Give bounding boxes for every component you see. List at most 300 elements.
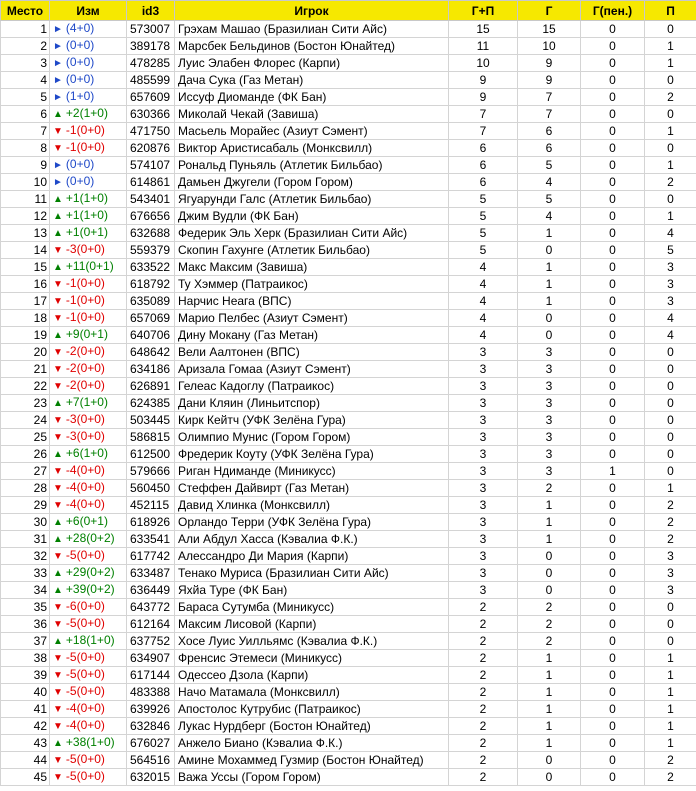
cell-assists[interactable]: 0 [645,633,696,650]
cell-goals[interactable]: 5 [518,157,581,174]
cell-place[interactable]: 4 [1,72,50,89]
cell-change[interactable] [50,55,127,72]
cell-goals-plus-assists[interactable]: 2 [449,701,518,718]
cell-change[interactable] [50,735,127,752]
cell-id[interactable]: 617144 [127,667,175,684]
cell-penalty-goals[interactable]: 0 [581,429,645,446]
cell-goals-plus-assists[interactable]: 6 [449,157,518,174]
cell-player[interactable]: Максим Лисовой (Карпи) [175,616,449,633]
cell-place[interactable]: 8 [1,140,50,157]
cell-player[interactable]: Али Абдул Хасса (Кэвалиа Ф.К.) [175,531,449,548]
cell-id[interactable]: 633541 [127,531,175,548]
cell-player[interactable]: Макс Максим (Завиша) [175,259,449,276]
cell-change[interactable] [50,684,127,701]
cell-id[interactable]: 543401 [127,191,175,208]
cell-change[interactable] [50,531,127,548]
cell-penalty-goals[interactable]: 0 [581,21,645,38]
cell-place[interactable]: 29 [1,497,50,514]
cell-player[interactable]: Ту Хэммер (Патраикос) [175,276,449,293]
cell-goals-plus-assists[interactable]: 9 [449,89,518,106]
cell-change[interactable] [50,191,127,208]
cell-goals[interactable]: 6 [518,140,581,157]
cell-goals-plus-assists[interactable]: 5 [449,225,518,242]
cell-player[interactable]: Стеффен Дайвирт (Газ Метан) [175,480,449,497]
cell-goals-plus-assists[interactable]: 2 [449,718,518,735]
cell-assists[interactable]: 0 [645,599,696,616]
cell-id[interactable]: 637752 [127,633,175,650]
cell-assists[interactable]: 1 [645,684,696,701]
cell-id[interactable]: 618792 [127,276,175,293]
cell-goals-plus-assists[interactable]: 4 [449,310,518,327]
cell-goals[interactable]: 1 [518,293,581,310]
cell-goals-plus-assists[interactable]: 3 [449,446,518,463]
cell-player[interactable]: Дани Кляин (Линьитспор) [175,395,449,412]
cell-penalty-goals[interactable]: 0 [581,72,645,89]
cell-change[interactable] [50,259,127,276]
header-goals-plus-assists[interactable]: Г+П [449,1,518,21]
cell-player[interactable]: Фредерик Коуту (УФК Зелёна Гура) [175,446,449,463]
cell-goals[interactable]: 6 [518,123,581,140]
cell-id[interactable]: 626891 [127,378,175,395]
cell-goals[interactable]: 1 [518,225,581,242]
cell-goals[interactable]: 1 [518,701,581,718]
cell-assists[interactable]: 1 [645,701,696,718]
cell-place[interactable]: 2 [1,38,50,55]
cell-penalty-goals[interactable]: 0 [581,191,645,208]
cell-assists[interactable]: 4 [645,225,696,242]
cell-penalty-goals[interactable]: 0 [581,616,645,633]
cell-player[interactable]: Дамьен Джугели (Гором Гором) [175,174,449,191]
cell-id[interactable]: 579666 [127,463,175,480]
cell-change[interactable] [50,123,127,140]
cell-goals-plus-assists[interactable]: 3 [449,429,518,446]
cell-change[interactable] [50,514,127,531]
cell-penalty-goals[interactable]: 0 [581,225,645,242]
cell-penalty-goals[interactable]: 0 [581,633,645,650]
cell-assists[interactable]: 3 [645,259,696,276]
cell-player[interactable]: Начо Матамала (Монксвилл) [175,684,449,701]
cell-place[interactable]: 38 [1,650,50,667]
cell-penalty-goals[interactable]: 0 [581,531,645,548]
cell-player[interactable]: Миколай Чекай (Завиша) [175,106,449,123]
cell-place[interactable]: 36 [1,616,50,633]
cell-place[interactable]: 44 [1,752,50,769]
header-penalty-goals[interactable]: Г(пен.) [581,1,645,21]
cell-change[interactable] [50,429,127,446]
cell-place[interactable]: 17 [1,293,50,310]
cell-assists[interactable]: 2 [645,769,696,786]
cell-penalty-goals[interactable]: 0 [581,650,645,667]
cell-place[interactable]: 21 [1,361,50,378]
cell-player[interactable]: Масьель Морайес (Азиут Сэмент) [175,123,449,140]
cell-id[interactable]: 632846 [127,718,175,735]
cell-change[interactable] [50,650,127,667]
cell-player[interactable]: Апостолос Кутрубис (Патраикос) [175,701,449,718]
cell-player[interactable]: Грэхам Машао (Бразилиан Сити Айс) [175,21,449,38]
cell-change[interactable] [50,497,127,514]
cell-assists[interactable]: 4 [645,310,696,327]
cell-goals-plus-assists[interactable]: 3 [449,531,518,548]
cell-id[interactable]: 657609 [127,89,175,106]
cell-penalty-goals[interactable]: 0 [581,361,645,378]
cell-goals[interactable]: 1 [518,259,581,276]
cell-change[interactable] [50,667,127,684]
cell-assists[interactable]: 0 [645,106,696,123]
cell-penalty-goals[interactable]: 0 [581,123,645,140]
cell-change[interactable] [50,616,127,633]
cell-id[interactable]: 636449 [127,582,175,599]
cell-goals-plus-assists[interactable]: 11 [449,38,518,55]
cell-id[interactable]: 503445 [127,412,175,429]
cell-assists[interactable]: 0 [645,616,696,633]
cell-change[interactable] [50,225,127,242]
cell-place[interactable]: 10 [1,174,50,191]
cell-change[interactable] [50,242,127,259]
cell-goals[interactable]: 15 [518,21,581,38]
cell-goals[interactable]: 3 [518,361,581,378]
cell-assists[interactable]: 1 [645,208,696,225]
cell-goals-plus-assists[interactable]: 4 [449,259,518,276]
cell-player[interactable]: Джим Вудли (ФК Бан) [175,208,449,225]
cell-penalty-goals[interactable]: 0 [581,395,645,412]
cell-goals[interactable]: 0 [518,769,581,786]
cell-goals-plus-assists[interactable]: 3 [449,548,518,565]
cell-goals-plus-assists[interactable]: 3 [449,378,518,395]
cell-player[interactable]: Тенако Муриса (Бразилиан Сити Айс) [175,565,449,582]
cell-assists[interactable]: 2 [645,497,696,514]
cell-id[interactable]: 452115 [127,497,175,514]
cell-player[interactable]: Френсис Этемеси (Миникусс) [175,650,449,667]
cell-penalty-goals[interactable]: 0 [581,701,645,718]
cell-place[interactable]: 9 [1,157,50,174]
cell-place[interactable]: 15 [1,259,50,276]
cell-place[interactable]: 14 [1,242,50,259]
cell-penalty-goals[interactable]: 0 [581,752,645,769]
cell-goals[interactable]: 0 [518,242,581,259]
cell-id[interactable]: 564516 [127,752,175,769]
cell-player[interactable]: Виктор Аристисабаль (Монксвилл) [175,140,449,157]
cell-penalty-goals[interactable]: 0 [581,310,645,327]
cell-place[interactable]: 40 [1,684,50,701]
cell-penalty-goals[interactable]: 0 [581,293,645,310]
cell-goals-plus-assists[interactable]: 3 [449,361,518,378]
cell-assists[interactable]: 0 [645,140,696,157]
cell-penalty-goals[interactable]: 0 [581,718,645,735]
cell-id[interactable]: 478285 [127,55,175,72]
cell-penalty-goals[interactable]: 0 [581,599,645,616]
cell-goals[interactable]: 3 [518,395,581,412]
cell-player[interactable]: Луис Элабен Флорес (Карпи) [175,55,449,72]
cell-place[interactable]: 24 [1,412,50,429]
cell-assists[interactable]: 5 [645,242,696,259]
cell-change[interactable] [50,140,127,157]
cell-change[interactable] [50,599,127,616]
cell-change[interactable] [50,276,127,293]
cell-assists[interactable]: 0 [645,361,696,378]
cell-assists[interactable]: 0 [645,344,696,361]
cell-id[interactable]: 389178 [127,38,175,55]
cell-change[interactable] [50,582,127,599]
cell-player[interactable]: Кирк Кейтч (УФК Зелёна Гура) [175,412,449,429]
cell-id[interactable]: 630366 [127,106,175,123]
cell-place[interactable]: 31 [1,531,50,548]
cell-player[interactable]: Ягуарунди Галс (Атлетик Бильбао) [175,191,449,208]
cell-place[interactable]: 1 [1,21,50,38]
cell-goals[interactable]: 0 [518,548,581,565]
cell-penalty-goals[interactable]: 0 [581,208,645,225]
cell-goals-plus-assists[interactable]: 3 [449,497,518,514]
cell-assists[interactable]: 2 [645,752,696,769]
cell-player[interactable]: Давид Хлинка (Монксвилл) [175,497,449,514]
cell-place[interactable]: 16 [1,276,50,293]
cell-assists[interactable]: 1 [645,667,696,684]
cell-player[interactable]: Скопин Гахунге (Атлетик Бильбао) [175,242,449,259]
cell-goals-plus-assists[interactable]: 3 [449,565,518,582]
cell-id[interactable]: 633522 [127,259,175,276]
cell-assists[interactable]: 1 [645,38,696,55]
cell-place[interactable]: 41 [1,701,50,718]
cell-goals-plus-assists[interactable]: 4 [449,327,518,344]
cell-goals[interactable]: 1 [518,718,581,735]
cell-player[interactable]: Бараса Сутумба (Миникусс) [175,599,449,616]
cell-player[interactable]: Нарчис Неага (ВПС) [175,293,449,310]
cell-goals[interactable]: 4 [518,208,581,225]
cell-goals[interactable]: 0 [518,752,581,769]
cell-place[interactable]: 12 [1,208,50,225]
cell-goals[interactable]: 4 [518,174,581,191]
cell-id[interactable]: 640706 [127,327,175,344]
cell-goals[interactable]: 0 [518,327,581,344]
cell-id[interactable]: 634907 [127,650,175,667]
header-change[interactable]: Изм [50,1,127,21]
cell-goals-plus-assists[interactable]: 3 [449,344,518,361]
cell-penalty-goals[interactable]: 0 [581,667,645,684]
cell-goals-plus-assists[interactable]: 2 [449,752,518,769]
cell-goals[interactable]: 9 [518,72,581,89]
cell-change[interactable] [50,89,127,106]
cell-assists[interactable]: 0 [645,463,696,480]
cell-penalty-goals[interactable]: 1 [581,463,645,480]
cell-id[interactable]: 632688 [127,225,175,242]
cell-goals-plus-assists[interactable]: 4 [449,293,518,310]
cell-change[interactable] [50,752,127,769]
cell-assists[interactable]: 4 [645,327,696,344]
cell-goals-plus-assists[interactable]: 15 [449,21,518,38]
cell-id[interactable]: 618926 [127,514,175,531]
cell-place[interactable]: 43 [1,735,50,752]
cell-player[interactable]: Риган Ндиманде (Миникусс) [175,463,449,480]
cell-goals-plus-assists[interactable]: 2 [449,735,518,752]
cell-goals-plus-assists[interactable]: 6 [449,174,518,191]
cell-penalty-goals[interactable]: 0 [581,378,645,395]
cell-penalty-goals[interactable]: 0 [581,565,645,582]
cell-player[interactable]: Аризала Гомаа (Азиут Сэмент) [175,361,449,378]
cell-goals-plus-assists[interactable]: 5 [449,242,518,259]
cell-player[interactable]: Марио Пелбес (Азиут Сэмент) [175,310,449,327]
cell-place[interactable]: 25 [1,429,50,446]
cell-assists[interactable]: 0 [645,446,696,463]
cell-assists[interactable]: 3 [645,276,696,293]
cell-change[interactable] [50,344,127,361]
cell-penalty-goals[interactable]: 0 [581,106,645,123]
cell-player[interactable]: Яхйа Туре (ФК Бан) [175,582,449,599]
cell-goals[interactable]: 2 [518,480,581,497]
cell-penalty-goals[interactable]: 0 [581,327,645,344]
cell-goals[interactable]: 2 [518,599,581,616]
cell-change[interactable] [50,208,127,225]
cell-id[interactable]: 633487 [127,565,175,582]
cell-goals-plus-assists[interactable]: 3 [449,395,518,412]
cell-player[interactable]: Дача Сука (Газ Метан) [175,72,449,89]
cell-change[interactable] [50,446,127,463]
cell-penalty-goals[interactable]: 0 [581,514,645,531]
cell-goals-plus-assists[interactable]: 3 [449,480,518,497]
cell-goals-plus-assists[interactable]: 2 [449,599,518,616]
cell-change[interactable] [50,718,127,735]
cell-assists[interactable]: 3 [645,293,696,310]
cell-goals[interactable]: 7 [518,106,581,123]
cell-player[interactable]: Важа Уссы (Гором Гором) [175,769,449,786]
cell-change[interactable] [50,701,127,718]
cell-assists[interactable]: 0 [645,429,696,446]
cell-id[interactable]: 639926 [127,701,175,718]
cell-goals-plus-assists[interactable]: 5 [449,191,518,208]
cell-goals[interactable]: 3 [518,446,581,463]
cell-goals[interactable]: 3 [518,344,581,361]
cell-goals[interactable]: 0 [518,565,581,582]
cell-place[interactable]: 39 [1,667,50,684]
cell-id[interactable]: 624385 [127,395,175,412]
cell-assists[interactable]: 1 [645,480,696,497]
cell-goals[interactable]: 1 [518,276,581,293]
cell-change[interactable] [50,395,127,412]
cell-goals[interactable]: 3 [518,463,581,480]
cell-place[interactable]: 34 [1,582,50,599]
cell-player[interactable]: Лукас Нурдберг (Бостон Юнайтед) [175,718,449,735]
cell-assists[interactable]: 2 [645,89,696,106]
cell-goals[interactable]: 5 [518,191,581,208]
cell-penalty-goals[interactable]: 0 [581,174,645,191]
cell-penalty-goals[interactable]: 0 [581,582,645,599]
cell-penalty-goals[interactable]: 0 [581,242,645,259]
cell-goals[interactable]: 10 [518,38,581,55]
cell-id[interactable]: 617742 [127,548,175,565]
cell-change[interactable] [50,174,127,191]
cell-goals-plus-assists[interactable]: 3 [449,582,518,599]
cell-goals[interactable]: 1 [518,514,581,531]
cell-goals[interactable]: 3 [518,378,581,395]
cell-place[interactable]: 7 [1,123,50,140]
cell-change[interactable] [50,480,127,497]
cell-penalty-goals[interactable]: 0 [581,157,645,174]
cell-goals-plus-assists[interactable]: 4 [449,276,518,293]
cell-player[interactable]: Гелеас Кадоглу (Патраикос) [175,378,449,395]
cell-player[interactable]: Рональд Пуньяль (Атлетик Бильбао) [175,157,449,174]
cell-change[interactable] [50,293,127,310]
cell-id[interactable]: 485599 [127,72,175,89]
cell-penalty-goals[interactable]: 0 [581,412,645,429]
cell-id[interactable]: 635089 [127,293,175,310]
cell-place[interactable]: 35 [1,599,50,616]
cell-id[interactable]: 471750 [127,123,175,140]
cell-id[interactable]: 648642 [127,344,175,361]
cell-player[interactable]: Дину Мокану (Газ Метан) [175,327,449,344]
cell-place[interactable]: 28 [1,480,50,497]
cell-id[interactable]: 657069 [127,310,175,327]
cell-goals-plus-assists[interactable]: 2 [449,616,518,633]
cell-id[interactable]: 574107 [127,157,175,174]
cell-penalty-goals[interactable]: 0 [581,480,645,497]
cell-player[interactable]: Одессео Дзола (Карпи) [175,667,449,684]
cell-goals[interactable]: 9 [518,55,581,72]
cell-penalty-goals[interactable]: 0 [581,259,645,276]
cell-assists[interactable]: 2 [645,514,696,531]
cell-id[interactable]: 643772 [127,599,175,616]
cell-id[interactable]: 573007 [127,21,175,38]
cell-change[interactable] [50,378,127,395]
cell-change[interactable] [50,106,127,123]
cell-id[interactable]: 634186 [127,361,175,378]
cell-id[interactable]: 560450 [127,480,175,497]
cell-place[interactable]: 11 [1,191,50,208]
header-place[interactable]: Место [1,1,50,21]
cell-place[interactable]: 33 [1,565,50,582]
header-assists[interactable]: П [645,1,696,21]
cell-goals[interactable]: 1 [518,667,581,684]
cell-player[interactable]: Анжело Биано (Кэвалиа Ф.К.) [175,735,449,752]
cell-id[interactable]: 586815 [127,429,175,446]
cell-goals-plus-assists[interactable]: 5 [449,208,518,225]
cell-goals[interactable]: 3 [518,429,581,446]
cell-goals-plus-assists[interactable]: 2 [449,667,518,684]
cell-player[interactable]: Олимпио Мунис (Гором Гором) [175,429,449,446]
cell-penalty-goals[interactable]: 0 [581,684,645,701]
cell-place[interactable]: 37 [1,633,50,650]
cell-assists[interactable]: 3 [645,548,696,565]
cell-place[interactable]: 42 [1,718,50,735]
cell-goals-plus-assists[interactable]: 7 [449,106,518,123]
cell-player[interactable]: Амине Мохаммед Гузмир (Бостон Юнайтед) [175,752,449,769]
cell-goals[interactable]: 3 [518,412,581,429]
cell-place[interactable]: 5 [1,89,50,106]
cell-place[interactable]: 22 [1,378,50,395]
cell-place[interactable]: 18 [1,310,50,327]
cell-change[interactable] [50,633,127,650]
cell-goals[interactable]: 1 [518,684,581,701]
cell-id[interactable]: 559379 [127,242,175,259]
cell-place[interactable]: 3 [1,55,50,72]
cell-goals-plus-assists[interactable]: 3 [449,514,518,531]
cell-penalty-goals[interactable]: 0 [581,769,645,786]
cell-assists[interactable]: 3 [645,582,696,599]
cell-penalty-goals[interactable]: 0 [581,446,645,463]
cell-goals-plus-assists[interactable]: 3 [449,463,518,480]
cell-place[interactable]: 13 [1,225,50,242]
cell-assists[interactable]: 0 [645,21,696,38]
cell-id[interactable]: 483388 [127,684,175,701]
cell-id[interactable]: 676656 [127,208,175,225]
cell-goals[interactable]: 1 [518,531,581,548]
cell-change[interactable] [50,38,127,55]
cell-player[interactable]: Федерик Эль Херк (Бразилиан Сити Айс) [175,225,449,242]
cell-change[interactable] [50,21,127,38]
cell-penalty-goals[interactable]: 0 [581,344,645,361]
cell-goals-plus-assists[interactable]: 2 [449,650,518,667]
cell-change[interactable] [50,327,127,344]
cell-change[interactable] [50,463,127,480]
cell-place[interactable]: 19 [1,327,50,344]
cell-goals-plus-assists[interactable]: 2 [449,684,518,701]
